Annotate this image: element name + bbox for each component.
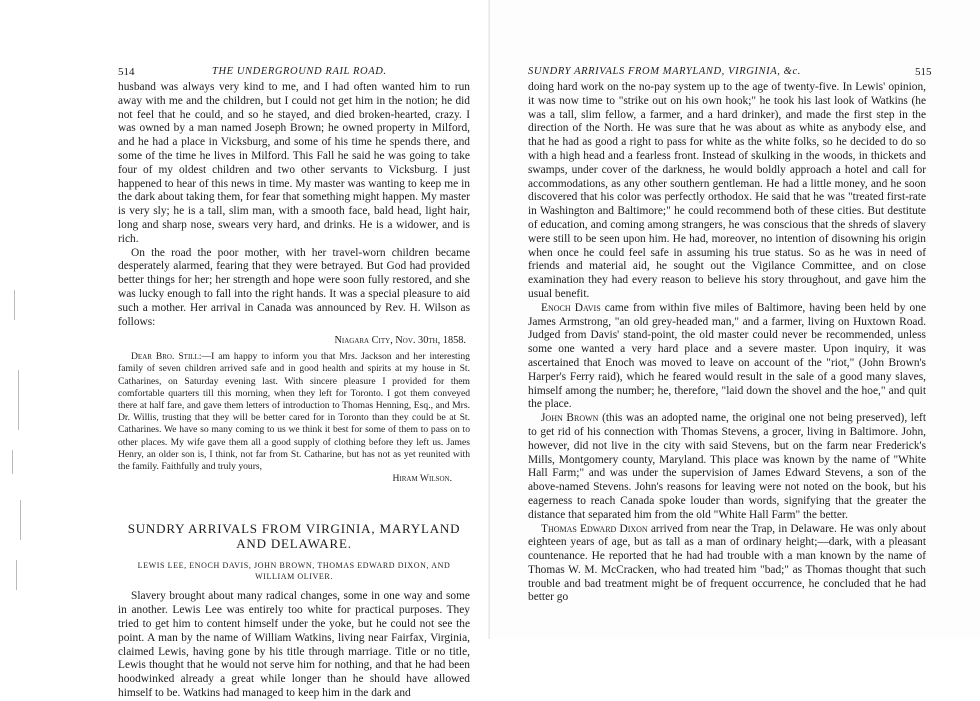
letter-text: —I am happy to inform you that Mrs. Jackson and her interesting family of seven children arrived safe and in good health and spirits at my house in St. Catharines, on Saturday evening last. With sincere pleasure I provided for them comfortable quarters till this morning, when they left for Toronto. I got them conveyed there at half fare, and gave them letters of introduction to Thomas Henning, Esq., and Mrs. Dr. Willis, trusting that they will be better cared for in Toronto than they could be at St. Catharines. We have so many coming to us we think it best for some of them to pass on to other places. My wife gave them all a good supply of clothing before they left us. James Henry, an older son is, I think, not far from St. Catharine, but has not as yet reunited with the family. Faithfully and truly yours,	[118, 351, 470, 472]
letter-salutation: Dear Bro. Still:	[131, 351, 202, 363]
right-page	[490, 0, 980, 639]
body-paragraph: On the road the poor mother, with her travel-worn children became desperately alarmed, fearing that they were betrayed. But God had provided better things for her; her strength and hope were soon fully restored, and she was lucky enough to fall into the right hands. It was a special pleasure to aid such a mother. Her arrival in Canada was announced by Rev. H. Wilson as follows:	[118, 246, 470, 328]
right-running-head: SUNDRY ARRIVALS FROM MARYLAND, VIRGINIA, &c.	[528, 66, 801, 77]
section-title: SUNDRY ARRIVALS FROM VIRGINIA, MARYLAND AND DELAWARE.	[127, 521, 461, 552]
enoch-davis-paragraph	[528, 302, 926, 412]
thomas-dixon-paragraph	[528, 523, 926, 606]
right-page-number: 515	[915, 66, 932, 78]
letter-place-date: Niagara City, Nov. 30th, 1858.	[334, 335, 466, 347]
thomas-dixon-text: arrived from near the Trap, in Delaware. He was only about eighteen years of age, but as tall as a man of ordinary height;—dark, with a pleasant countenance. He reported that he had had trouble with a man known by the name of Thomas W. M. McCracken, who had treated him "bad;" as Thomas thought that such trouble and bad treatment might be of frequent occurrence, he concluded that he had better go	[528, 522, 926, 604]
enoch-davis-text: came from within five miles of Baltimore, having been held by one James Armstrong, "an old grey-headed man," and a farmer, living on Huxtown Road. Judged from Davis' stand-point, the old master could never be recommended, unless some one wanted a very hard place and a severe master. Upon inquiry, it was ascertained that Enoch was moved to leave on account of the "riot," (John Brown's Harper's Ferry raid), which he feared would result in the sale of a good many slaves, himself among the number; he, therefore, "laid down the shovel and the hoe," and quit the place.	[528, 301, 926, 411]
left-running-head: THE UNDERGROUND RAIL ROAD.	[212, 66, 387, 77]
left-page-body	[118, 81, 470, 701]
person-name-enoch-davis: Enoch Davis	[541, 301, 601, 314]
section-subtitle: LEWIS LEE, ENOCH DAVIS, JOHN BROWN, THOMAS EDWARD DIXON, AND WILLIAM OLIVER.	[137, 561, 451, 582]
letter-signature: Hiram Wilson.	[392, 473, 452, 485]
john-brown-paragraph	[528, 412, 926, 522]
body-paragraph: husband was always very kind to me, and I had often wanted him to run away with me and the children, but I could not get him in the notion; he did not feel that he could, and so he stayed, and died broken-hearted, crazy. I was owned by a man named Joseph Brown; he owned property in Milford, and he had a place in Vicksburg, and some of his time he spends there, and some of the time he lives in Milford. This Fall he said he was going to take four of my oldest children and two other servants to Vicksburg. I just happened to hear of this news in time. My master was wanting to keep me in the dark about taking them, for fear that something might happen. My master is very sly; he is a tall, slim man, with a smooth face, bald head, light hair, long and sharp nose, swears very hard, and drinks. He is a widower, and is rich.	[118, 81, 470, 245]
right-page-body	[528, 81, 926, 605]
letter-body	[118, 351, 470, 473]
john-brown-text: (this was an adopted name, the original one not being preserved), left to get rid of his connection with Thomas Stevens, a grocer, living in Baltimore. John, however, did not live in the city with said Stevens, but on the farm near Frederick's Mills, Montgomery county, Maryland. This place was known by the name of "White Hall Farm;" and was under the supervision of James Edward Stevens, a son of the above-named Stevens. John's reasons for leaving were not noted on the book, but his eagerness to reach Canada spoke louder than words, signifying that the greater the distance that separated him from the old "White Hall Farm" the better.	[528, 412, 926, 521]
person-name-thomas-edward-dixon: Thomas Edward Dixon	[541, 522, 648, 535]
left-page	[0, 0, 490, 699]
page-edge-marks	[6, 250, 46, 610]
person-name-john-brown: John Brown	[541, 412, 599, 425]
body-paragraph: doing hard work on the no-pay system up to the age of twenty-five. In Lewis' opinion, it was now time to "strike out on his own hook;" he took his last look of Watkins (he was a tall, slim fellow, a farmer, and a hard drinker), and made the first step in the direction of the North. He was sure that he was about as white as anybody else, and that he had as good a right to pass for white as the white folks, so he decided to do so with a high head and a fearless front. Instead of skulking in the woods, in thickets and swamps, under cover of the darkness, he would boldly approach a hotel and call for accommodations, as any other southern gentleman. He had a little money, and he soon discovered that his color was perfectly orthodox. He said that he was "treated first-rate in Washington and Baltimore;" he could recommend both of these cities. But destitute of education, and coming among strangers, he was conscious that the shreds of slavery were still to be seen upon him. He had, moreover, no intention of disowning his origin when once he could feel safe in assuming his true status. So as he was in need of friends and material aid, he sought out the Vigilance Committee, and on close examination they had every reason to believe his story throughout, and gave him the usual benefit.	[528, 81, 926, 300]
left-page-number: 514	[118, 66, 135, 78]
section-paragraph: Slavery brought about many radical changes, some in one way and some in another. Lewis Lee was entirely too white for practical purposes. They tried to get him to content himself under the yoke, but he could not see the point. A man by the name of William Watkins, living near Fairfax, Virginia, claimed Lewis, having gone by his title through marriage. Title or no title, Lewis thought that he would not serve him for nothing, and that he had been hoodwinked already a great while longer than he should have allowed himself to be. Watkins had managed to keep him in the dark and	[118, 590, 470, 699]
